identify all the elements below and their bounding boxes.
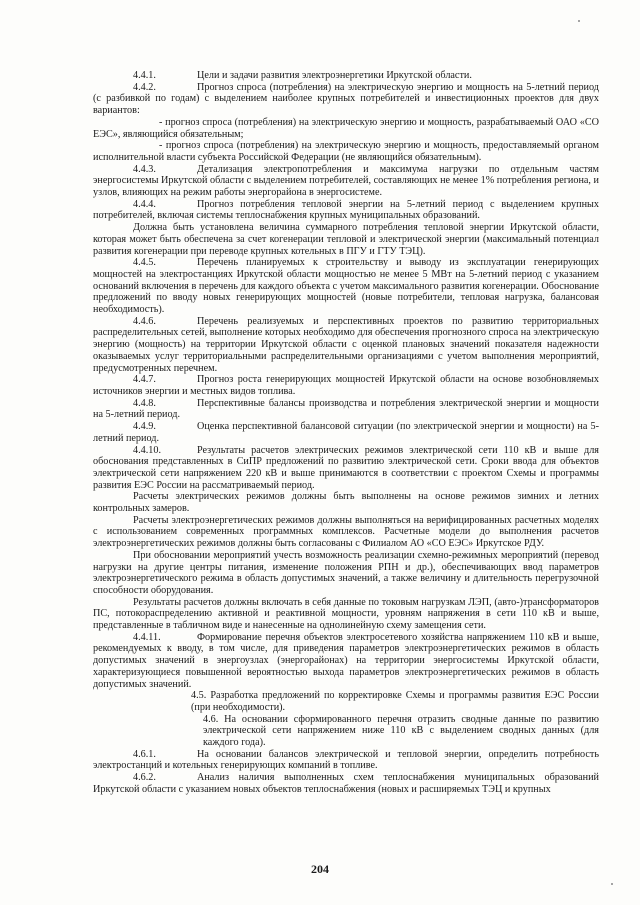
paragraph-dash-1 xyxy=(93,117,599,140)
paragraph-4-4-2 xyxy=(93,82,599,117)
paragraph-text: Детализация электропотребления и максимума нагрузки по отдельным частям энергосистемы Иркутской области с выделением потребителей, составляющих не менее 1% потребления региона, и узлов, влияющих на режим работы энергорайона в энергосистеме. xyxy=(93,163,599,199)
paragraph-4-4-6 xyxy=(93,316,599,375)
paragraph-calculation-models xyxy=(93,515,599,550)
paragraph-4-4-9 xyxy=(93,421,599,444)
paragraph-dash-2 xyxy=(93,140,599,163)
paragraph-text: Расчеты электроэнергетических режимов должны выполняться на верифицированных расчетных моделях с использованием современных программных комплексов. Расчетные модели до выполнения расчетов электроэнергетических режимов должны быть согласованы с Филиалом АО «СО ЕЭС» Иркутское РДУ. xyxy=(93,514,599,550)
item-number: 4.4.6. xyxy=(133,315,156,327)
paragraph-regime-measures xyxy=(93,550,599,597)
paragraph-text: - прогноз спроса (потребления) на электрическую энергию и мощность, предоставляемый органом исполнительной власти субъекта Российской Федерации (не являющийся обязательным). xyxy=(93,140,599,163)
paragraph-control-measurements xyxy=(93,491,599,514)
paragraph-4-6-2 xyxy=(93,772,599,795)
item-number: 4.4.2. xyxy=(133,81,156,93)
item-number: 4.4.10. xyxy=(133,444,162,456)
paragraph-text: Должна быть установлена величина суммарного потребления тепловой энергии Иркутской области, которая может быть обеспечена за счет когенерации тепловой и электрической энергии (максимальный потенциал развития когенерации при переводе крупных котельных в ПГУ и ГТУ ТЭЦ). xyxy=(93,222,599,257)
paragraph-4-4-3 xyxy=(93,164,599,199)
paragraph-text: Прогноз потребления тепловой энергии на 5-летний период с выделением крупных потребителей, включая системы теплоснабжения крупных муниципальных образований. xyxy=(93,198,599,222)
paragraph-4-4-4 xyxy=(93,199,599,222)
paragraph-text: При обосновании мероприятий учесть возможность реализации схемно-режимных мероприятий (перевод нагрузки на другие центры питания, изменение положения РПН и др.), обеспечивающих ввод параметров электроэнергетического режима в область допустимых значений, а также величину и длительность перегрузочной способности оборудования. xyxy=(93,549,599,596)
paragraph-4-5 xyxy=(191,690,599,713)
paragraph-4-4-11 xyxy=(93,632,599,691)
paragraph-text: Расчеты электрических режимов должны быть выполнены на основе режимов зимних и летних контрольных замеров. xyxy=(93,491,599,515)
page-number: 204 xyxy=(311,862,329,876)
paragraph-4-6-1 xyxy=(93,749,599,772)
paragraph-4-4-10 xyxy=(93,445,599,492)
paragraph-4-4-7 xyxy=(93,374,599,397)
item-number: 4.6.1. xyxy=(133,748,156,760)
paragraph-text: - прогноз спроса (потребления) на электрическую энергию и мощность, разрабатываемый ОАО «СО ЕЭС», являющийся обязательным; xyxy=(93,116,599,140)
paragraph-text: Формирование перечня объектов электросетевого хозяйства напряжением 110 кВ и выше, рекомендуемых к вводу, в том числе, для приведения параметров электроэнергетических режимов в область допустимых значений в энергоузлах (энергорайонах) на территории энергосистемы Иркутской области, характеризующиеся повышенной вероятностью выхода параметров электроэнергетических режимов в область допустимых значений. xyxy=(93,631,599,690)
paragraph-text: 4.5. Разработка предложений по корректировке Схемы и программы развития ЕЭС России (при необходимости). xyxy=(191,690,599,713)
paragraph-text: Цели и задачи развития электроэнергетики Иркутской области. xyxy=(197,70,472,81)
item-number: 4.4.11. xyxy=(133,631,161,643)
paragraph-4-6 xyxy=(203,714,599,749)
paragraph-text: 4.6. На основании сформированного перечня отразить сводные данные по развитию электрической сети напряжением ниже 110 кВ с выделением сводных данных (для каждого года). xyxy=(203,713,599,749)
item-number: 4.4.4. xyxy=(133,198,156,210)
item-number: 4.6.2. xyxy=(133,772,156,784)
scan-speck xyxy=(611,883,613,885)
paragraph-4-4-1 xyxy=(93,70,599,82)
paragraph-text: Прогноз спроса (потребления) на электрическую энергию и мощность на 5-летний период (с разбивкой по годам) с выделением наиболее крупных потребителей и инвестиционных проектов для двух вариантов: xyxy=(93,81,599,117)
paragraph-text: Анализ наличия выполненных схем теплоснабжения муниципальных образований Иркутской области с указанием новых объектов теплоснабжения (новых и расширяемых ТЭЦ и крупных xyxy=(93,772,599,795)
paragraph-text: Прогноз роста генерирующих мощностей Иркутской области на основе возобновляемых источников энергии и местных видов топлива. xyxy=(93,374,599,397)
item-number: 4.4.9. xyxy=(133,421,156,433)
paragraph-text: Результаты расчетов электрических режимов электрической сети 110 кВ и выше для обоснования представленных в СиПР предложений по развитию электрической сети. Сроки ввода для объектов электрической сети напряжением 220 кВ и выше принимаются в соответствии с проектом Схемы и программы развития ЕЭС России на рассматриваемый период. xyxy=(93,444,599,491)
paragraph-cogeneration xyxy=(93,222,599,257)
paragraph-text: Перспективные балансы производства и потребления электрической энергии и мощности на 5-летний период. xyxy=(93,397,599,421)
document-body xyxy=(93,70,599,796)
item-number: 4.4.7. xyxy=(133,374,156,386)
paragraph-4-4-8 xyxy=(93,398,599,421)
paragraph-calculation-results xyxy=(93,597,599,632)
paragraph-text: На основании балансов электрической и тепловой энергии, определить потребность электростанций и котельных генерирующих компаний в топливе. xyxy=(93,748,599,772)
paragraph-text: Перечень планируемых к строительству и выводу из эксплуатации генерирующих мощностей на электростанциях Иркутской области мощностью не менее 5 МВт на 5-летний период с указанием оснований включения в перечень для каждого объекта с учетом максимального развития когенерации. Обоснование предложений по вводу новых генерирующих мощностей (новые потребители, тепловая нагрузка, балансовая необходимость). xyxy=(93,257,599,316)
paragraph-text: Перечень реализуемых и перспективных проектов по развитию территориальных распределительных сетей, выполнение которых необходимо для обеспечения прогнозного спроса на электрическую энергию (мощность) на территории Иркутской области с оценкой плановых значений показателя надежности оказываемых услуг территориальными распределительными организациями с учетом выполнения мероприятий, предусмотренных перечнем. xyxy=(93,315,599,374)
item-number: 4.4.3. xyxy=(133,163,156,175)
item-number: 4.4.8. xyxy=(133,397,156,409)
scan-speck xyxy=(578,20,580,22)
paragraph-text: Результаты расчетов должны включать в себя данные по токовым нагрузкам ЛЭП, (авто-)трансформаторов ПС, потокораспределению активной и реактивной мощности, уровням напряжения в сети 110 кВ и выше, представленные в табличном виде и нанесенные на однолинейную схему замещения сети. xyxy=(93,596,599,632)
item-number: 4.4.1. xyxy=(133,70,156,81)
paragraph-text: Оценка перспективной балансовой ситуации (по электрической энергии и мощности) на 5-летний период. xyxy=(93,421,599,444)
item-number: 4.4.5. xyxy=(133,257,156,269)
paragraph-4-4-5 xyxy=(93,257,599,316)
